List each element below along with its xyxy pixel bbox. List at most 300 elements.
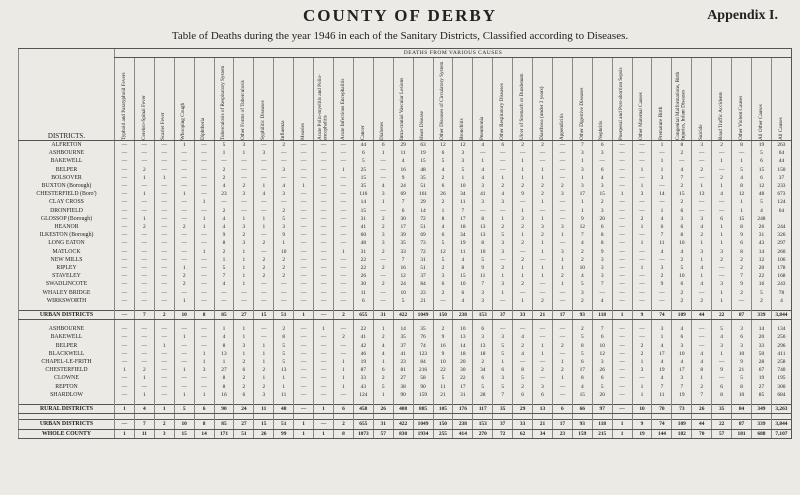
cell-value: — <box>154 149 174 157</box>
cell-value: 17 <box>552 311 572 320</box>
cell-value: 6 <box>592 333 612 341</box>
cell-value: 1 <box>174 264 194 272</box>
cell-value: — <box>134 342 154 350</box>
cell-value: 2 <box>134 366 154 374</box>
cell-value: — <box>692 207 712 215</box>
cell-value: 11 <box>134 429 154 438</box>
cause-header-label: Other Respiratory Diseases <box>498 83 505 140</box>
cause-header <box>672 58 692 141</box>
cell-value: 30 <box>393 215 413 223</box>
cell-value: 23 <box>393 358 413 366</box>
cell-value: 1 <box>652 333 672 341</box>
cell-value: 7,107 <box>771 429 791 438</box>
cell-value: — <box>294 391 314 399</box>
cell-value: 1 <box>373 391 393 399</box>
cell-value: — <box>612 383 632 391</box>
cell-value: 5 <box>752 289 772 297</box>
cell-value: — <box>194 190 214 198</box>
cell-value: — <box>612 325 632 333</box>
cell-value: — <box>174 289 194 297</box>
district-name: SHARDLOW <box>19 391 115 399</box>
cell-value: 4 <box>672 325 692 333</box>
district-row <box>19 391 792 399</box>
cell-value: 3 <box>234 190 254 198</box>
cell-value: 26 <box>254 429 274 438</box>
cell-value: 20 <box>752 333 772 341</box>
cell-value: 3 <box>473 198 493 206</box>
cell-value: 109 <box>672 420 692 429</box>
cell-value: 1 <box>194 248 214 256</box>
cell-value: 6 <box>433 182 453 190</box>
cell-value: 195 <box>771 374 791 382</box>
cell-value: 9 <box>652 280 672 288</box>
page-title: COUNTY OF DERBY <box>302 6 498 25</box>
cell-value: — <box>154 231 174 239</box>
cell-value: — <box>194 383 214 391</box>
cell-value: 17 <box>552 420 572 429</box>
cell-value: — <box>692 149 712 157</box>
cell-value: — <box>314 289 334 297</box>
cell-value: — <box>174 374 194 382</box>
cell-value: — <box>294 405 314 414</box>
cell-value: 3 <box>373 190 393 198</box>
cell-value: 51 <box>413 223 433 231</box>
cell-value: — <box>333 272 353 280</box>
cell-value: — <box>154 215 174 223</box>
cause-header <box>154 58 174 141</box>
cell-value: 12 <box>592 350 612 358</box>
cell-value: 6 <box>373 366 393 374</box>
cell-value: 655 <box>353 311 373 320</box>
cell-value: — <box>115 342 135 350</box>
cell-value: 17 <box>572 366 592 374</box>
cell-value: — <box>533 333 553 341</box>
district-name: BAKEWELL <box>19 157 115 165</box>
cell-value: 4 <box>672 166 692 174</box>
cell-value: 11 <box>473 272 493 280</box>
cell-value: 2 <box>154 311 174 320</box>
cell-value: 2 <box>373 248 393 256</box>
cell-value: — <box>254 325 274 333</box>
cell-value: 11 <box>652 391 672 399</box>
cell-value: 1 <box>174 297 194 305</box>
cell-value: 25 <box>353 166 373 174</box>
cell-value: 255 <box>433 429 453 438</box>
cell-value: 21 <box>533 420 553 429</box>
cell-value: 1 <box>692 239 712 247</box>
cell-value: 4 <box>214 333 234 341</box>
cell-value: 20 <box>752 264 772 272</box>
cell-value: 1 <box>513 272 533 280</box>
cell-value: 9 <box>632 311 652 320</box>
cell-value: 8 <box>214 383 234 391</box>
cell-value: 2 <box>274 141 294 150</box>
cell-value: — <box>712 264 732 272</box>
cell-value: 3 <box>533 383 553 391</box>
district-column-header: DISTRICTS. <box>19 49 115 141</box>
cause-header <box>592 58 612 141</box>
cell-value: 5 <box>572 333 592 341</box>
cell-value: 2 <box>672 149 692 157</box>
cell-value: 14 <box>353 198 373 206</box>
cell-value: — <box>274 289 294 297</box>
cell-value: — <box>552 174 572 182</box>
cell-value: 1 <box>234 256 254 264</box>
cell-value: 31 <box>453 391 473 399</box>
cell-value: — <box>632 149 652 157</box>
cell-value: 5 <box>752 149 772 157</box>
district-name: RURAL DISTRICTS <box>19 405 115 414</box>
cell-value: 12 <box>752 256 772 264</box>
cell-value: 1 <box>274 383 294 391</box>
cell-value: — <box>314 297 334 305</box>
cell-value: 1 <box>314 325 334 333</box>
cell-value: 260 <box>771 248 791 256</box>
cell-value: 3 <box>552 190 572 198</box>
cell-value: 1 <box>493 272 513 280</box>
cell-value: 1 <box>453 174 473 182</box>
cell-value: 9 <box>513 190 533 198</box>
cell-value: 19 <box>353 358 373 366</box>
cell-value: 13 <box>453 333 473 341</box>
cell-value: 26 <box>592 366 612 374</box>
cell-value: — <box>134 182 154 190</box>
cell-value: 13 <box>473 231 493 239</box>
cell-value: 144 <box>652 429 672 438</box>
cell-value: 349 <box>752 405 772 414</box>
cell-value: 1 <box>632 383 652 391</box>
cell-value: 44 <box>353 141 373 150</box>
cell-value: — <box>333 149 353 157</box>
cell-value: — <box>134 239 154 247</box>
total-row <box>19 420 792 429</box>
cell-value: 3 <box>712 342 732 350</box>
cell-value: — <box>194 289 214 297</box>
cell-value: 5 <box>493 342 513 350</box>
cause-header-label: All Causes <box>777 117 784 140</box>
cell-value: 2 <box>254 239 274 247</box>
cell-value: 93 <box>572 311 592 320</box>
cell-value: 263 <box>771 141 791 150</box>
cell-value: — <box>134 207 154 215</box>
cell-value: 1 <box>333 248 353 256</box>
cell-value: — <box>234 297 254 305</box>
cell-value: 31 <box>353 248 373 256</box>
district-row <box>19 239 792 247</box>
district-name: RIPLEY <box>19 264 115 272</box>
cell-value: 1 <box>632 391 652 399</box>
cell-value: 29 <box>513 405 533 414</box>
cell-value: 6 <box>732 333 752 341</box>
cell-value: — <box>154 374 174 382</box>
district-row <box>19 182 792 190</box>
cell-value: — <box>274 297 294 305</box>
cell-value: 14 <box>752 248 772 256</box>
cell-value: 3 <box>254 391 274 399</box>
cell-value: 1 <box>473 157 493 165</box>
cell-value: 51 <box>413 264 433 272</box>
cell-value: 6 <box>672 333 692 341</box>
cell-value: 29 <box>413 198 433 206</box>
cell-value: 5 <box>433 256 453 264</box>
cell-value: 8 <box>274 333 294 341</box>
cell-value: — <box>274 174 294 182</box>
cell-value: 1 <box>632 166 652 174</box>
cell-value: 2 <box>254 272 274 280</box>
district-name: BELPER <box>19 342 115 350</box>
cell-value: — <box>552 157 572 165</box>
district-name: ALFRETON <box>19 141 115 150</box>
cell-value: — <box>294 256 314 264</box>
cell-value: — <box>333 174 353 182</box>
cell-value: 3 <box>274 166 294 174</box>
cell-value: — <box>194 333 214 341</box>
cell-value: 2 <box>513 256 533 264</box>
cell-value: 6 <box>234 391 254 399</box>
cell-value: — <box>314 264 334 272</box>
cell-value: 23 <box>413 289 433 297</box>
cell-value: 17 <box>672 366 692 374</box>
cell-value: 4 <box>712 333 732 341</box>
cell-value: 10 <box>473 248 493 256</box>
cell-value: 9 <box>473 264 493 272</box>
cell-value: 21 <box>433 391 453 399</box>
cell-value: 1934 <box>413 429 433 438</box>
cell-value: — <box>433 297 453 305</box>
cause-header <box>214 58 234 141</box>
cell-value: 2 <box>274 256 294 264</box>
cell-value: 10 <box>453 182 473 190</box>
cell-value: 8 <box>572 374 592 382</box>
cell-value: 27 <box>234 420 254 429</box>
cell-value: 1 <box>214 358 234 366</box>
cell-value: 38 <box>393 383 413 391</box>
cell-value: 1 <box>533 198 553 206</box>
cell-value: — <box>115 350 135 358</box>
cell-value: 3,263 <box>771 405 791 414</box>
cell-value: 3 <box>652 325 672 333</box>
cell-value: — <box>314 215 334 223</box>
cell-value: 1 <box>552 231 572 239</box>
cell-value: 15 <box>353 207 373 215</box>
cell-value: 26 <box>692 405 712 414</box>
cell-value: 3 <box>632 366 652 374</box>
cell-value: 1 <box>513 174 533 182</box>
cell-value: 84 <box>413 358 433 366</box>
cell-value: 414 <box>453 429 473 438</box>
cell-value: 1 <box>612 311 632 320</box>
cell-value: 22 <box>433 366 453 374</box>
cell-value: 1 <box>692 182 712 190</box>
cell-value: 90 <box>393 391 413 399</box>
cell-value: 3 <box>692 248 712 256</box>
cell-value: — <box>115 383 135 391</box>
cell-value: 5 <box>473 383 493 391</box>
cause-header <box>533 58 553 141</box>
cell-value: 1 <box>612 420 632 429</box>
cell-value: — <box>115 420 135 429</box>
cell-value: 4 <box>652 358 672 366</box>
cause-header <box>254 58 274 141</box>
cell-value: — <box>254 207 274 215</box>
cell-value: — <box>692 333 712 341</box>
cell-value: 105 <box>433 405 453 414</box>
cell-value: — <box>194 149 214 157</box>
cell-value: 1 <box>612 190 632 198</box>
cell-value: 2 <box>552 182 572 190</box>
cell-value: — <box>692 174 712 182</box>
cell-value: 1 <box>712 350 732 358</box>
cell-value: 688 <box>752 429 772 438</box>
cell-value: — <box>333 280 353 288</box>
cell-value: 6 <box>752 174 772 182</box>
cell-value: 10 <box>672 350 692 358</box>
cell-value: 7 <box>214 272 234 280</box>
cell-value: 3 <box>254 149 274 157</box>
cell-value: 9 <box>632 420 652 429</box>
cell-value: — <box>274 280 294 288</box>
cell-value: 6 <box>732 239 752 247</box>
cell-value: 1 <box>254 342 274 350</box>
cell-value: 1 <box>712 289 732 297</box>
cell-value: — <box>234 166 254 174</box>
cell-value: — <box>552 297 572 305</box>
district-row <box>19 325 792 333</box>
cell-value: — <box>294 166 314 174</box>
cell-value: — <box>174 174 194 182</box>
cell-value: 1 <box>254 358 274 366</box>
district-row <box>19 198 792 206</box>
cell-value: 10 <box>433 358 453 366</box>
cell-value: — <box>154 198 174 206</box>
cell-value: — <box>134 256 154 264</box>
cell-value: 1 <box>234 248 254 256</box>
district-name: WHOLE COUNTY <box>19 429 115 438</box>
cell-value: 6 <box>393 207 413 215</box>
cell-value: 74 <box>652 420 672 429</box>
cell-value: 411 <box>771 350 791 358</box>
cell-value: 57 <box>712 429 732 438</box>
cell-value: — <box>294 297 314 305</box>
cell-value: — <box>632 280 652 288</box>
cell-value: — <box>154 280 174 288</box>
cell-value: 178 <box>771 264 791 272</box>
total-row <box>19 311 792 320</box>
cell-value: 2 <box>373 223 393 231</box>
cell-value: 90 <box>413 383 433 391</box>
cell-value: 27 <box>214 366 234 374</box>
cell-value: — <box>612 374 632 382</box>
cell-value: 72 <box>413 248 433 256</box>
cell-value: — <box>314 157 334 165</box>
cause-header-label: Syphilitic Diseases <box>260 100 266 140</box>
cell-value: 34 <box>473 366 493 374</box>
cell-value: — <box>314 149 334 157</box>
cell-value: — <box>154 157 174 165</box>
cell-value: — <box>294 231 314 239</box>
cell-value: 2 <box>552 366 572 374</box>
cell-value: 1 <box>692 256 712 264</box>
cell-value: — <box>154 289 174 297</box>
cell-value: 2 <box>234 358 254 366</box>
cell-value: 8 <box>672 231 692 239</box>
cause-header <box>612 58 632 141</box>
cell-value: 3 <box>552 223 572 231</box>
cell-value: — <box>612 280 632 288</box>
cell-value: 4 <box>214 182 234 190</box>
cell-value: — <box>314 141 334 150</box>
cell-value: 1 <box>314 429 334 438</box>
district-name: HEANOR <box>19 223 115 231</box>
cell-value: 8 <box>592 239 612 247</box>
cell-value: — <box>552 325 572 333</box>
cell-value: 26 <box>752 223 772 231</box>
cell-value: — <box>115 157 135 165</box>
cell-value: 8 <box>433 215 453 223</box>
cell-value: — <box>314 342 334 350</box>
cell-value: — <box>174 157 194 165</box>
cause-header <box>413 58 433 141</box>
cause-header <box>353 58 373 141</box>
cell-value: — <box>174 342 194 350</box>
cell-value: — <box>632 289 652 297</box>
cell-value: 28 <box>752 358 772 366</box>
cell-value: — <box>612 207 632 215</box>
cell-value: 8 <box>572 342 592 350</box>
cell-value: 10 <box>174 311 194 320</box>
cell-value: 9 <box>393 174 413 182</box>
cell-value: 150 <box>433 311 453 320</box>
cell-value: — <box>632 198 652 206</box>
cause-header-label: Congenital Malformations, Birth Injuries, Infant Diseases <box>675 71 687 140</box>
cell-value: 1 <box>274 239 294 247</box>
cell-value: 51 <box>234 429 254 438</box>
subtitle-text: Table of Deaths during the year 1946 in each of the Sanitary Districts, Classified according to Diseases. <box>171 30 629 42</box>
cell-value: 2 <box>174 223 194 231</box>
cell-value: 124 <box>771 198 791 206</box>
district-row <box>19 174 792 182</box>
cell-value: 7 <box>572 141 592 150</box>
cause-header <box>194 58 214 141</box>
cell-value: 176 <box>453 405 473 414</box>
cell-value: 2 <box>672 182 692 190</box>
cell-value: — <box>612 272 632 280</box>
cell-value: 2 <box>572 297 592 305</box>
cell-value: 1 <box>115 429 135 438</box>
cell-value: — <box>115 280 135 288</box>
cell-value: 5 <box>672 264 692 272</box>
cell-value: — <box>214 157 234 165</box>
cell-value: 34 <box>453 231 473 239</box>
cell-value: 19 <box>453 239 473 247</box>
cell-value: 159 <box>413 391 433 399</box>
cell-value: — <box>652 256 672 264</box>
cell-value: 3 <box>592 207 612 215</box>
cell-value: 3,844 <box>771 420 791 429</box>
cell-value: — <box>294 325 314 333</box>
cell-value: 15 <box>752 166 772 174</box>
cell-value: 159 <box>572 429 592 438</box>
cell-value: 35 <box>413 325 433 333</box>
cell-value: 11 <box>453 248 473 256</box>
cell-value: — <box>612 223 632 231</box>
cell-value: — <box>134 350 154 358</box>
cell-value: — <box>154 256 174 264</box>
district-name: GLOSSOP (Borough) <box>19 215 115 223</box>
district-name: DRONFIELD <box>19 207 115 215</box>
cell-value: — <box>612 198 632 206</box>
cell-value: 1 <box>373 198 393 206</box>
